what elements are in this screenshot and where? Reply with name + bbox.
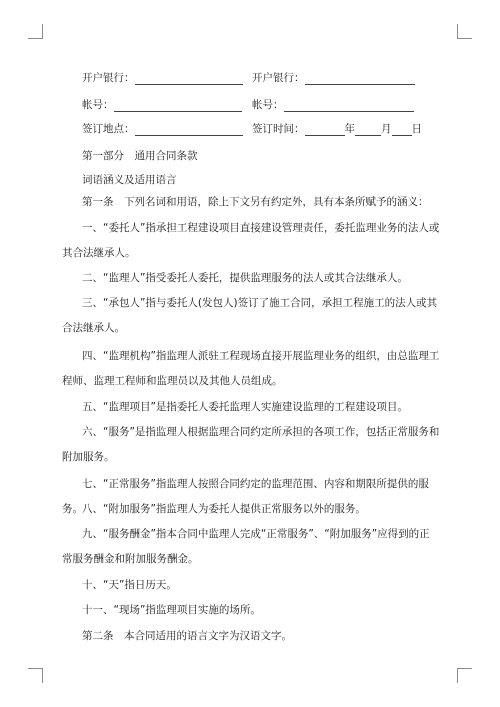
time-field xyxy=(252,121,422,136)
paragraph-article-1: 第一条 下列名词和用语，除上下文另有约定外，具有本条所赋予的涵义： xyxy=(82,196,429,208)
bank-label-left: 开户银行： xyxy=(82,72,135,84)
day-blank[interactable] xyxy=(392,123,412,136)
paragraph-definition-contractor: 三、“承包人”指与委托人(发包人)签订了施工合同，承担工程施工的法人或其合法继承人。 xyxy=(62,297,438,334)
bank-field-left xyxy=(82,70,243,85)
place-label: 签订地点： xyxy=(82,123,135,135)
place-field xyxy=(82,121,243,136)
account-blank-right[interactable] xyxy=(284,99,414,112)
month-label: 月 xyxy=(381,123,392,135)
bank-row xyxy=(82,70,442,86)
paragraph-definition-normal-service: 七、“正常服务”指监理人按照合同约定的监理范围、内容和期限所提供的服务。 xyxy=(62,478,429,515)
paragraph-article-2: 第二条 本合同适用的语言文字为汉语文字。 xyxy=(82,630,292,642)
paragraph-definition-day: 十、“天”指日历天。 xyxy=(82,579,177,591)
bank-blank-right[interactable] xyxy=(305,72,415,85)
signing-row xyxy=(82,121,442,137)
paragraph-definition-client: 一、“委托人”指承担工程建设项目直接建设管理责任，委托监理业务的法人或其合法继承人。 xyxy=(62,222,440,259)
paragraph-definition-additional-service: 八、“附加服务”指监理人为委托人提供正常服务以外的服务。 xyxy=(82,503,366,515)
account-field-right xyxy=(252,97,414,112)
crop-mark-bottom-right xyxy=(457,668,472,683)
time-label: 签订时间： xyxy=(252,123,305,135)
bank-blank-left[interactable] xyxy=(135,72,243,85)
month-blank[interactable] xyxy=(355,123,381,136)
crop-mark-top-left xyxy=(28,24,43,39)
place-blank[interactable] xyxy=(135,123,243,136)
year-blank[interactable] xyxy=(305,123,345,136)
paragraph-definition-supervision-agency: 四、“监理机构”指监理人派驻工程现场直接开展监理业务的组织，由总监理工程师、监理工程师和监理员以及其他人员组成。 xyxy=(62,350,440,387)
account-label-left: 帐号： xyxy=(82,99,114,111)
bank-field-right xyxy=(252,70,415,85)
year-label: 年 xyxy=(344,123,355,135)
paragraph-definition-project: 五、“监理项目”是指委托人委托监理人实施建设监理的工程建设项目。 xyxy=(82,401,408,413)
paragraph-definition-supervisor: 二、“监理人”指受委托人委托，提供监理服务的法人或其合法继承人。 xyxy=(82,272,408,284)
subsection-title: 词语涵义及适用语言 xyxy=(82,174,177,186)
bank-label-right: 开户银行： xyxy=(252,72,305,84)
paragraph-definition-service-fee: 九、“服务酬金”指本合同中监理人完成“正常服务”、“附加服务”应得到的正常服务酬金和附加服务酬金。 xyxy=(62,528,430,565)
crop-mark-bottom-left xyxy=(28,668,43,683)
day-label: 日 xyxy=(411,123,422,135)
paragraph-definition-service: 六、“服务”是指监理人根据监理合同约定所承担的各项工作，包括正常服务和附加服务。 xyxy=(62,426,440,463)
account-row xyxy=(82,97,442,113)
section-title: 第一部分 通用合同条款 xyxy=(82,150,198,162)
account-blank-left[interactable] xyxy=(114,99,242,112)
account-label-right: 帐号： xyxy=(252,99,284,111)
paragraph-definition-site: 十一、“现场”指监理项目实施的场所。 xyxy=(82,604,261,616)
crop-mark-top-right xyxy=(457,24,472,39)
account-field-left xyxy=(82,97,242,112)
